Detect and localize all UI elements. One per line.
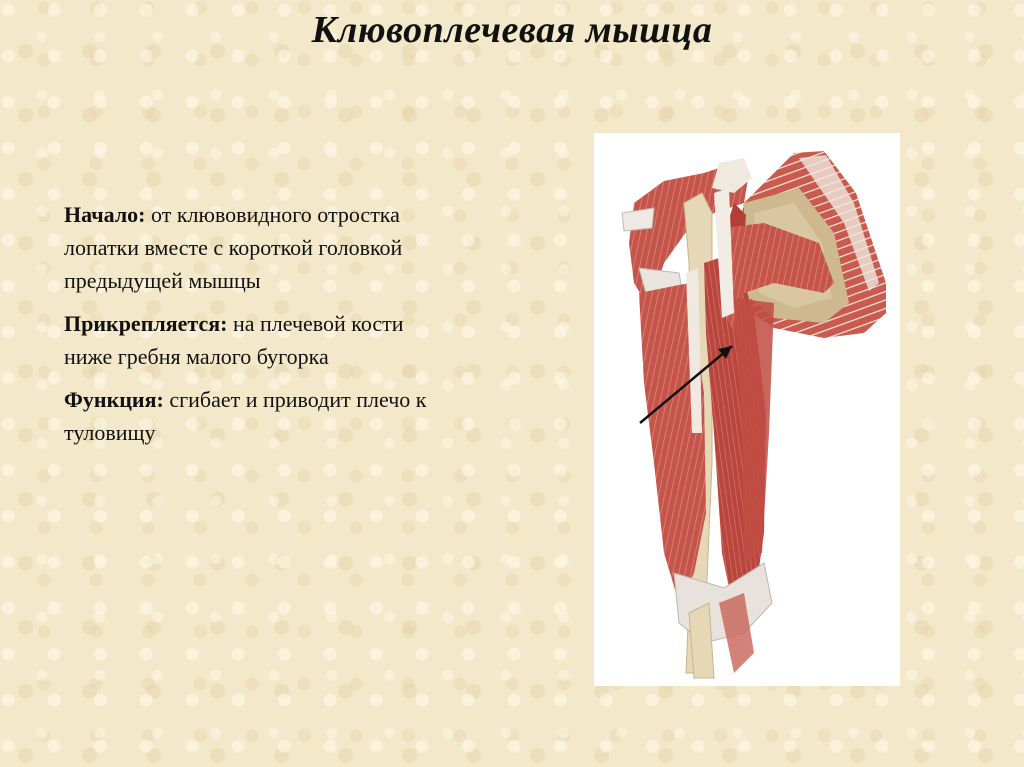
function-paragraph	[64, 383, 454, 449]
insertion-term: Прикрепляется:	[64, 311, 228, 336]
arm-muscle-drawing	[594, 133, 900, 686]
anatomy-illustration	[594, 133, 900, 686]
origin-text: от клювовидного отростка лопатки вместе с короткой головкой предыдущей мышцы	[64, 202, 403, 293]
function-text: сгибает и приводит плечо к туловищу	[64, 387, 427, 445]
insertion-text: на плечевой кости ниже гребня малого бугорка	[64, 311, 404, 369]
function-term: Функция:	[64, 387, 164, 412]
insertion-paragraph	[64, 307, 454, 373]
origin-term: Начало:	[64, 202, 146, 227]
slide-title: Клювоплечевая мышца	[311, 9, 713, 51]
description-block	[64, 198, 454, 459]
origin-paragraph	[64, 198, 454, 297]
